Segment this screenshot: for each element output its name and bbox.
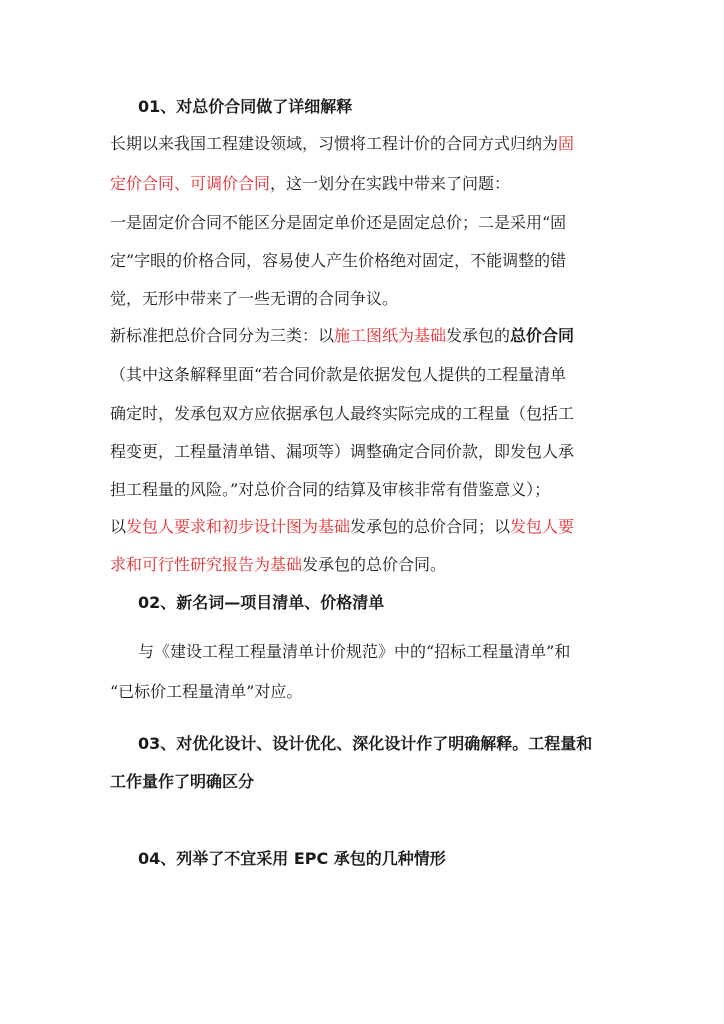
text-span: 发承包的总价合同。: [302, 555, 447, 574]
highlight-text: 求和可行性研究报告为基础: [110, 555, 303, 574]
text-span: 新标准把总价合同分为三类：以: [110, 326, 335, 345]
paragraph-line: [110, 134, 574, 154]
paragraph-line: “已标价工程量清单”对应。: [110, 682, 303, 701]
paragraph-line: [110, 326, 574, 346]
text-span: 发承包的总价合同；以: [350, 517, 511, 536]
heading-04: 04、列举了不宜采用 EPC 承包的几种情形: [138, 849, 446, 868]
paragraph-line: 一是固定价合同不能区分是固定单价还是固定总价；二是采用“固: [110, 213, 567, 232]
highlight-text: 发包人要求和初步设计图为基础: [126, 517, 351, 536]
text-span: 发承包的: [446, 326, 511, 345]
paragraph-line: 确定时，发承包双方应依据承包人最终实际完成的工程量（包括工: [110, 404, 575, 423]
highlight-text: 定价合同、可调价合同: [110, 174, 271, 193]
paragraph-line: [110, 555, 446, 575]
paragraph-line: 与《建设工程工程量清单计价规范》中的“招标工程量清单”和: [138, 642, 571, 661]
text-span: 长期以来我国工程建设领域，习惯将工程计价的合同方式归纳为: [110, 134, 559, 153]
paragraph-line: [110, 517, 574, 537]
paragraph-line: 觉，无形中带来了一些无谓的合同争议。: [110, 289, 399, 308]
highlight-text: 固: [558, 134, 575, 153]
heading-02: 02、新名词—项目清单、价格清单: [138, 593, 385, 612]
highlight-text: 发包人要: [510, 517, 575, 536]
paragraph-line: [110, 174, 510, 194]
heading-01: 01、对总价合同做了详细解释: [138, 97, 353, 116]
paragraph-line: 担工程量的风险。”对总价合同的结算及审核非常有借鉴意义）；: [110, 480, 551, 499]
heading-03-continued: 工作量作了明确区分: [110, 772, 255, 791]
paragraph-line: 程变更，工程量清单错、漏项等）调整确定合同价款，即发包人承: [110, 442, 575, 461]
bold-text: 总价合同: [510, 326, 575, 345]
heading-03: 03、对优化设计、设计优化、深化设计作了明确解释。工程量和: [138, 734, 593, 753]
paragraph-line: （其中这条解释里面“若合同价款是依据发包人提供的工程量清单: [110, 365, 567, 384]
highlight-text: 施工图纸为基础: [334, 326, 447, 345]
text-span: ，这一划分在实践中带来了问题：: [270, 174, 511, 193]
paragraph-line: 定”字眼的价格合同，容易使人产生价格绝对固定，不能调整的错: [110, 251, 567, 270]
text-span: 以: [110, 517, 127, 536]
